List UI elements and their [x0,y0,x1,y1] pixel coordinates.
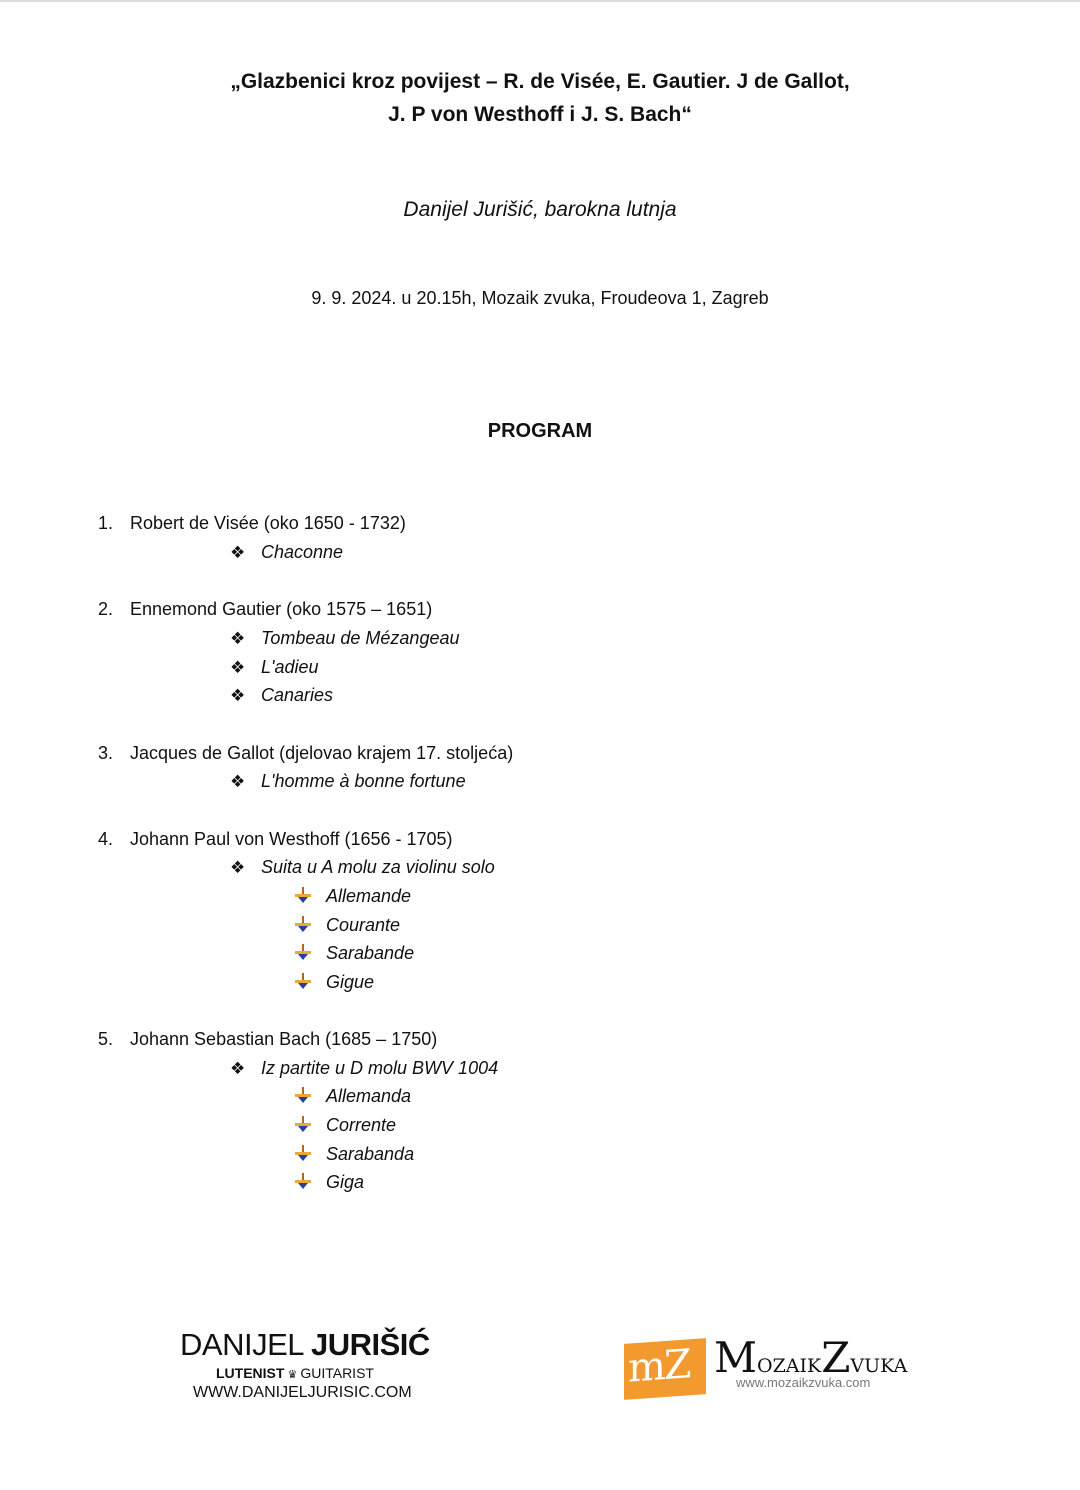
work-item [230,542,343,563]
item-number: 4. [98,829,114,849]
mz-name-z: Z [821,1333,851,1382]
composer-name: Johann Paul von Westhoff (1656 - 1705) [130,829,453,849]
movement-item [294,1086,411,1110]
mozaik-zvuka-logo [624,1333,908,1399]
work-title: Iz partite u D molu BWV 1004 [261,1058,499,1078]
dj-role-guitarist: GUITARIST [300,1365,374,1381]
composer-name: Johann Sebastian Bach (1685 – 1750) [130,1029,438,1049]
work-title: L'homme à bonne fortune [261,771,466,791]
dj-logo-name [180,1327,430,1363]
program-item-1 [98,513,406,534]
movement-title: Sarabanda [326,1144,415,1164]
work-title: Suita u A molu za violinu solo [261,857,495,877]
work-item [230,857,495,878]
mz-logo-mark [624,1338,706,1400]
movement-title: Giga [326,1172,365,1192]
movement-title: Allemanda [326,1086,412,1106]
diamond-bullet-icon: ❖ [230,1059,246,1078]
dj-first-name: DANIJEL [180,1327,303,1362]
diamond-bullet-icon: ❖ [230,858,246,877]
mz-name-m: M [714,1333,758,1382]
arrow-bullet-icon [294,915,312,933]
performer: Danijel Jurišić, barokna lutnja [403,198,677,221]
arrow-bullet-icon [294,972,312,990]
work-title: Tombeau de Mézangeau [261,628,460,648]
movement-title: Courante [326,915,401,935]
item-number: 3. [98,743,114,763]
item-number: 1. [98,513,114,533]
item-number: 5. [98,1029,114,1049]
dj-role-lutenist: LUTENIST [216,1365,285,1381]
movement-title: Corrente [326,1115,397,1135]
movement-item [294,972,374,996]
movement-item [294,886,411,910]
work-title: Canaries [261,685,334,705]
work-item [230,771,466,792]
movement-item [294,1172,364,1196]
diamond-bullet-icon: ❖ [230,772,246,791]
movement-item [294,943,414,967]
dj-logo-roles [216,1365,374,1381]
program-item-3 [98,743,513,764]
danijel-jurisic-logo [180,1327,430,1401]
work-item [230,657,319,678]
item-number: 2. [98,599,114,619]
arrow-bullet-icon [294,1172,312,1190]
work-title: Chaconne [261,542,344,562]
work-title: L'adieu [261,657,319,677]
movement-item [294,1144,414,1168]
diamond-bullet-icon: ❖ [230,543,246,562]
crown-icon: ♛ [287,1369,298,1381]
movement-title: Sarabande [326,943,415,963]
program-item-5 [98,1029,437,1050]
mz-mark-text: mZ [628,1341,690,1392]
mz-name-ozaik: OZAIK [757,1355,822,1377]
dj-last-name: JURIŠIĆ [310,1327,430,1362]
arrow-bullet-icon [294,943,312,961]
event-details: 9. 9. 2024. u 20.15h, Mozaik zvuka, Froudeova 1, Zagreb [311,288,769,308]
work-item [230,685,333,706]
arrow-bullet-icon [294,1086,312,1104]
composer-name: Jacques de Gallot (djelovao krajem 17. stoljeća) [130,743,514,763]
arrow-bullet-icon [294,886,312,904]
dj-website: WWW.DANIJELJURISIC.COM [193,1384,412,1401]
movement-title: Gigue [326,972,375,992]
mz-name-vuka: VUKA [850,1355,908,1377]
concert-title-line-1: „Glazbenici kroz povijest – R. de Visée, E. Gautier. J de Gallot, [230,70,850,93]
work-item [230,628,459,649]
movement-item [294,915,400,939]
concert-title-line-2: J. P von Westhoff i J. S. Bach“ [388,103,692,126]
composer-name: Robert de Visée (oko 1650 - 1732) [130,513,406,533]
arrow-bullet-icon [294,1115,312,1133]
arrow-bullet-icon [294,1144,312,1162]
program-item-2 [98,599,432,620]
diamond-bullet-icon: ❖ [230,686,246,705]
diamond-bullet-icon: ❖ [230,658,246,677]
program-heading: PROGRAM [487,420,593,442]
composer-name: Ennemond Gautier (oko 1575 – 1651) [130,599,433,619]
work-item [230,1058,498,1079]
program-item-4 [98,829,453,850]
mz-website: www.mozaikzvuka.com [736,1375,871,1390]
diamond-bullet-icon: ❖ [230,629,246,648]
movement-title: Allemande [326,886,412,906]
page-top-border [0,0,1080,2]
movement-item [294,1115,396,1139]
